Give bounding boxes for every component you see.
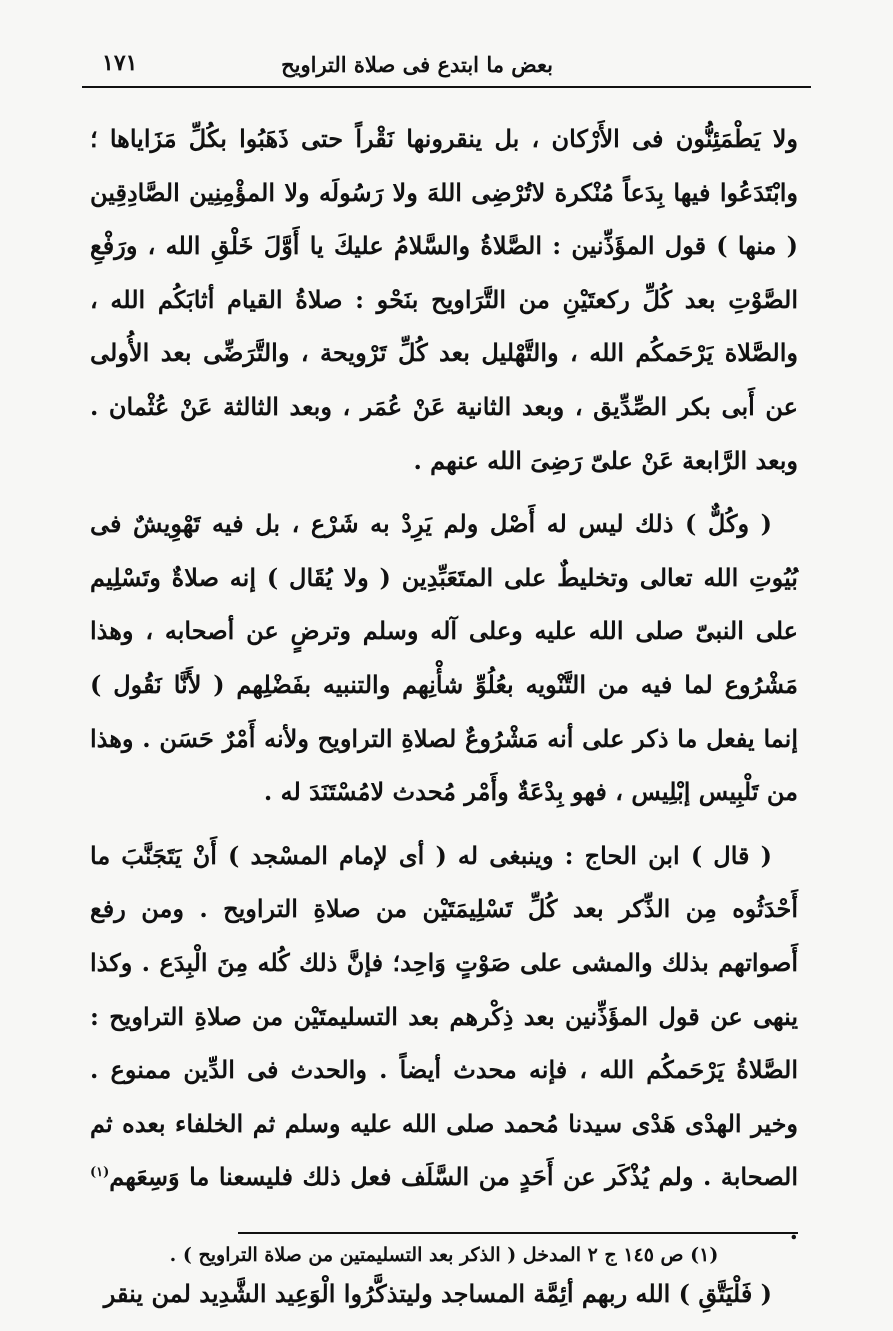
paragraph-3 xyxy=(90,829,798,1258)
page-header xyxy=(82,46,811,86)
page-number: ١٧١ xyxy=(102,50,138,76)
paragraph-1: ولا يَطْمَئِنُّون فى الأَرْكان ، بل ينقرونها نَقْراً حتى ذَهَبُوا بكُلِّ مَزَاياها ؛ وابْتَدَعُوا فيها بِدَعاً مُنْكرة لاتُرْضِى اللهَ ولا رَسُولَه ولا المؤْمِنِين الصَّادِقِين ( منها ) قول المؤَذِّنين : الصَّلاةُ والسَّلامُ عليكَ يا أَوَّلَ خَلْقِ الله ، ورَفْعِ الصَّوْتِ بعد كُلِّ ركعتَيْنِ من التَّرَاويح بنَحْو : صلاةُ القيام أثابَكُم الله ، والصَّلاة يَرْحَمكُم الله ، والتَّهْليل بعد كُلِّ تَرْويحة ، والتَّرَضِّى بعد الأُولى عن أَبى بكر الصِّدِّيق ، وبعد الثانية عَنْ عُمَر ، وبعد الثالثة عَنْ عُثْمان . وبعد الرَّابعة عَنْ علىّ رَضِىَ الله عنهم . xyxy=(90,124,798,475)
header-rule xyxy=(82,86,811,88)
footnote-rule xyxy=(238,1232,798,1234)
body-text xyxy=(90,112,798,1331)
paragraph-4: ( فَلْيَتَّقِ ) الله ربهم أئِمَّة المساجد وليتذكَّرُوا الْوَعِيد الشَّدِيد لمن ينقر xyxy=(103,1279,772,1309)
running-title: بعض ما ابتدع فى صلاة التراويح xyxy=(281,52,553,77)
footnote-reference: (١) xyxy=(90,1165,110,1181)
paragraph-3-tail: . xyxy=(789,1215,798,1245)
footnote: (١) ص ١٤٥ ج ٢ المدخل ( الذكر بعد التسليمتين من صلاة التراويح ) . xyxy=(169,1244,719,1266)
paragraph-3-text: ( قال ) ابن الحاج : وينبغى له ( أى لإمام المسْجد ) أَنْ يَتَجَنَّبَ ما أَحْدَثُوه مِن الذِّكر بعد كُلِّ تَسْلِيمَتَيْن من صلاةِ التراويح . ومن رفع أَصواتهم بذلك والمشى على صَوْتٍ وَاحِد؛ فإنَّ ذلك كُله مِنَ الْبِدَع . وكذا ينهى عن قول المؤَذِّنين بعد ذِكْرهم بعد التسليمتَيْن من صلاةِ التراويح : الصَّلاةُ يَرْحَمكُم الله ، فإنه محدث أيضاً . والحدث فى الدِّين ممنوع . وخير الهدْى هَدْى سيدنا مُحمد صلى الله عليه وسلم ثم الخلفاء بعده ثم الصحابة . ولم يُذْكَر عن أَحَدٍ من السَّلَف فعل ذلك فليسعنا ما وَسِعَهم xyxy=(90,840,798,1192)
paragraph-2: ( وكُلٌّ ) ذلك ليس له أَصْل ولم يَرِدْ به شَرْع ، بل فيه تَهْوِيشٌ فى بُيُوتِ الله تعالى وتخليطٌ على المتَعَبِّدِين ( ولا يُقَال ) إنه صلاةٌ وتَسْلِيم على النبىّ صلى الله عليه وعلى آله وسلم وترضٍ عن أصحابه ، وهذا مَشْرُوع لما فيه من التَّنْويه بعُلُوِّ شأْنِهم والتنبيه بفَضْلِهم ( لأَنَّا نَقُول ) إنما يفعل ما ذكر على أنه مَشْرُوعٌ لصلاةِ التراويح ولأنه أَمْرٌ حَسَن . وهذا من تَلْبِيس إبْلِيس ، فهو بِدْعَةٌ وأَمْر مُحدث لامُسْتَنَدَ له . xyxy=(90,509,798,807)
